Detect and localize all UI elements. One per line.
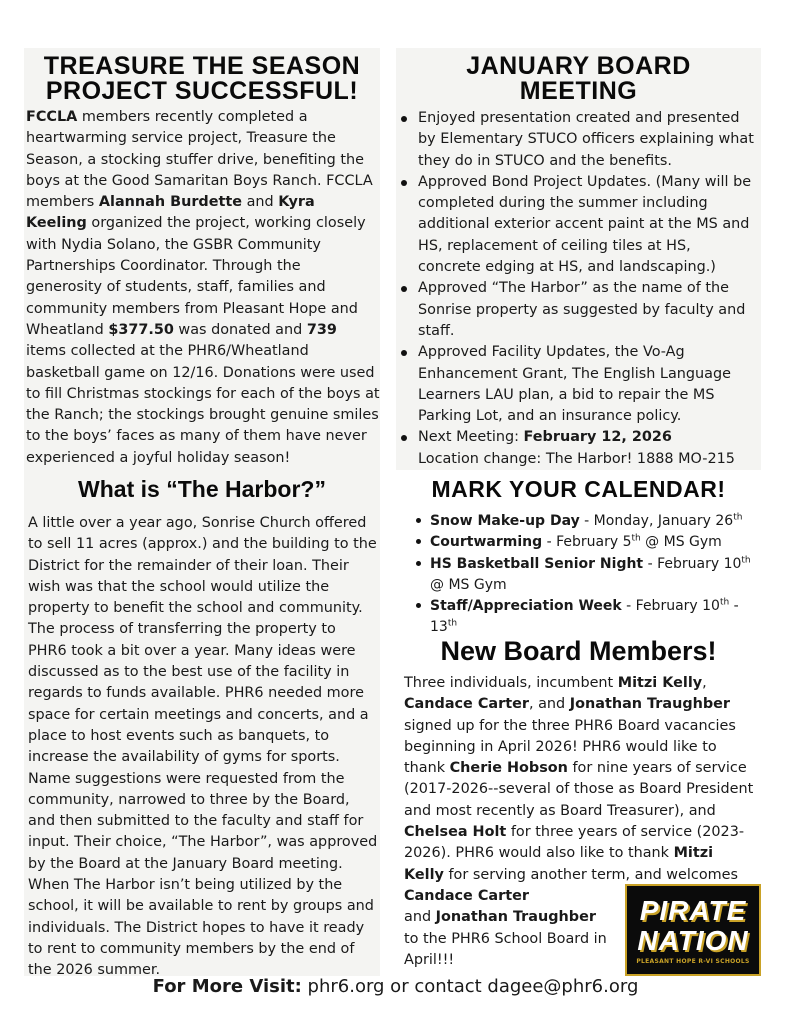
- january-board-section: [396, 48, 761, 470]
- list-item: Courtwarming - February 5th @ MS Gym: [430, 532, 757, 553]
- board-title: JANUARY BOARD MEETING: [466, 52, 691, 105]
- calendar-title: MARK YOUR CALENDAR!: [431, 476, 726, 502]
- pirate-nation-logo: PIRATE NATION PLEASANT HOPE R-VI SCHOOLS: [625, 884, 761, 976]
- list-item: Enjoyed presentation created and presented by Elementary STUCO officers explaining what they do in STUCO and the benefits.: [418, 108, 757, 172]
- board-items-list: [396, 108, 761, 470]
- list-item: Approved Bond Project Updates. (Many will be completed during the summer including additional exterior accent paint at the MS and HS, replacement of ceiling tiles at HS, concrete edging at HS, and landscaping.): [418, 172, 757, 278]
- list-item: Staff/Appreciation Week - February 10th - 13th: [430, 596, 757, 639]
- list-item: Approved Facility Updates, the Vo-Ag Enhancement Grant, The English Language Learners LAU plan, a bid to repair the MS Parking Lot, and an insurance policy.: [418, 342, 757, 427]
- members-title: New Board Members!: [440, 636, 717, 666]
- harbor-body: A little over a year ago, Sonrise Church offered to sell 11 acres (approx.) and the building to the District for the remainder of their loan. Their wish was that the school would utilize the property to benefit the school and community. The process of transferring the property to PHR6 took a bit over a year. Many ideas were discussed as to the best use of the facility in regards to funds available. PHR6 needed more space for certain meetings and concerts, and a place to host events such as banquets, to increase the availability of gyms for sports. Name suggestions were requested from the community, narrowed to three by the Board, and then submitted to the faculty and staff for input. Their choice, “The Harbor”, was approved by the Board at the January Board meeting. When The Harbor isn’t being utilized by the school, it will be available to rent by groups and individuals. The District hopes to have it ready to rent to community members by the end of the 2026 summer.: [28, 515, 378, 979]
- list-item: Snow Make-up Day - Monday, January 26th: [430, 511, 757, 532]
- treasure-title: TREASURE THE SEASON PROJECT SUCCESSFUL!: [43, 52, 361, 105]
- harbor-section: [24, 470, 380, 979]
- list-item: Approved “The Harbor” as the name of the Sonrise property as suggested by faculty and staff.: [418, 278, 757, 342]
- harbor-title: What is “The Harbor?”: [78, 476, 326, 502]
- list-item: HS Basketball Senior Night - February 10th @ MS Gym: [430, 554, 757, 597]
- calendar-events-list: [396, 511, 761, 639]
- treasure-season-section: [24, 48, 380, 470]
- footer-contact: phr6.org or contact dagee@phr6.org: [301, 976, 639, 997]
- members-body-1: Three individuals, incumbent Mitzi Kelly, Candace Carter, and Jonathan Traughber signed up for the three PHR6 Board vacancies beginning in April 2026! PHR6 would like to thank Cherie Hobson for nine years of service (2017-2026--several of those as Board President and most recently as Board Treasurer), and Chelsea Holt for three years of service (2023-2026). PHR6 would also like to thank Mitzi Kelly for serving another term, and welcomes: [404, 675, 754, 883]
- calendar-section: [396, 470, 761, 634]
- members-body-2: Candace Carter and Jonathan Traughber to the PHR6 School Board in April!!!: [404, 888, 607, 968]
- next-meeting-item: Next Meeting: February 12, 2026 Location change: The Harbor! 1888 MO-215: [418, 427, 757, 470]
- footer: [0, 976, 791, 997]
- treasure-body: FCCLA members recently completed a heartwarming service project, Treasure the Season, a stocking stuffer drive, benefiting the boys at the Good Samaritan Boys Ranch. FCCLA members Alannah Burdette and Kyra Keeling organized the project, working closely with Nydia Solano, the GSBR Community Partnerships Coordinator. Through the generosity of students, staff, families and community members from Pleasant Hope and Wheatland $377.50 was donated and 739 items collected at the PHR6/Wheatland basketball game on 12/16. Donations were used to fill Christmas stockings for each of the boys at the Ranch; the stockings brought genuine smiles to the boys’ faces as many of them have never experienced a joyful holiday season!: [26, 109, 380, 466]
- footer-label: For More Visit:: [152, 976, 302, 997]
